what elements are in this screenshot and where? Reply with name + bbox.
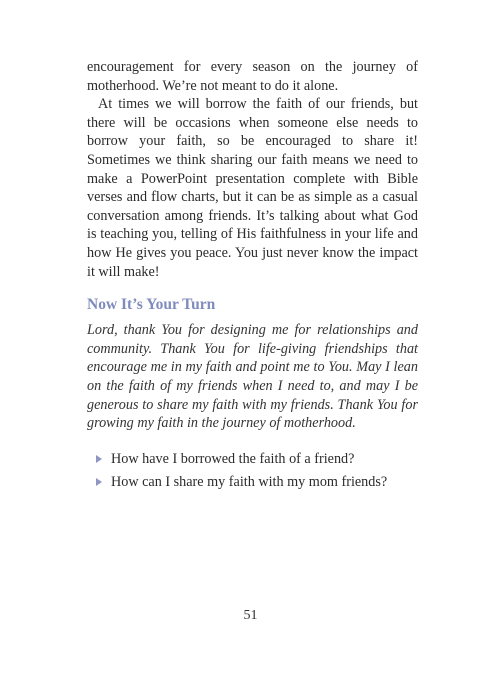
body-paragraph-2: At times we will borrow the faith of our friends, but there will be occasions when someone else needs to borrow your faith, so be encouraged to share it! Sometimes we think sharing our faith means we need to make a PowerPoint presentation complete with Bible verses and flow charts, but it can be as simple as a casual conversation among friends. It’s talking about what God is teaching you, telling of His faithfulness in your life and how He gives you peace. You just never know the impact it will make! [87,96,418,280]
triangle-bullet-icon [96,478,102,486]
triangle-bullet-icon [96,455,102,463]
question-item [87,449,418,469]
question-text: How have I borrowed the faith of a friend? [111,450,355,467]
question-item [87,472,418,492]
page-number: 51 [243,608,258,623]
page-content [87,58,418,495]
reflection-questions [87,449,418,492]
prayer-text: Lord, thank You for designing me for relationships and community. Thank You for life-giving friendships that encourage me in my faith and point me to You. May I lean on the faith of my friends when I need to, and may I be generous to share my faith with my friends. Thank You for growing my faith in the journey of motherhood. [87,322,418,432]
question-text: How can I share my faith with my mom friends? [111,473,388,490]
body-paragraph-1: encouragement for every season on the journey of motherhood. We’re not meant to do it alone. [87,59,418,94]
section-heading: Now It’s Your Turn [87,296,216,314]
